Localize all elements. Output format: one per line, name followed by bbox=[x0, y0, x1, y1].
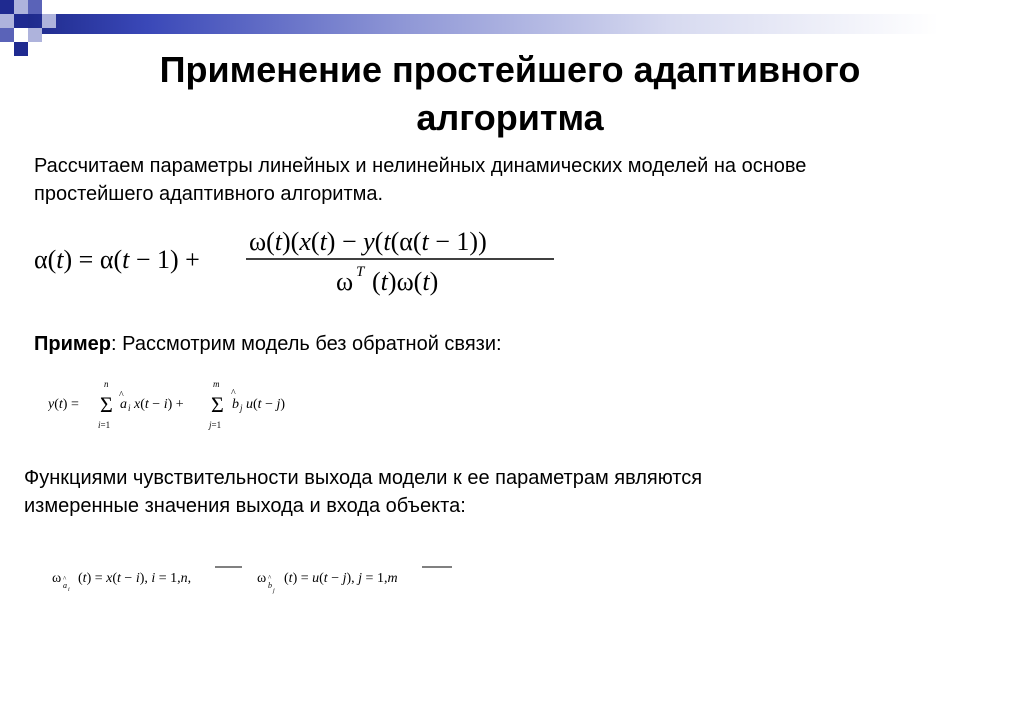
svg-text:^: ^ bbox=[268, 574, 272, 582]
intro-paragraph bbox=[34, 152, 994, 208]
svg-text:ω: ω bbox=[257, 571, 267, 586]
example-label: Пример bbox=[34, 333, 112, 355]
svg-text:T: T bbox=[356, 264, 365, 280]
deco-square bbox=[14, 42, 28, 56]
deco-square bbox=[0, 28, 14, 42]
sensitivity-formula-svg bbox=[52, 562, 472, 598]
svg-text:x(t − i) +: x(t − i) + bbox=[134, 397, 184, 412]
model-formula-svg bbox=[48, 378, 328, 432]
slide-title bbox=[60, 46, 960, 142]
slide-title-line1: Применение простейшего адаптивного bbox=[159, 49, 861, 90]
deco-square bbox=[28, 28, 42, 42]
svg-text:u(t − j): u(t − j) bbox=[246, 397, 286, 412]
svg-text:i: i bbox=[68, 587, 70, 593]
svg-text:a: a bbox=[63, 581, 67, 590]
intro-line2: простейшего адаптивного алгоритма. bbox=[34, 183, 384, 205]
adaptive-algorithm-formula bbox=[34, 220, 574, 305]
svg-text:Σ: Σ bbox=[211, 392, 224, 417]
deco-square bbox=[28, 0, 42, 14]
svg-text:α(t) = α(t − 1) +: α(t) = α(t − 1) + bbox=[34, 245, 200, 274]
svg-text:b: b bbox=[232, 397, 239, 412]
svg-text:i=1: i=1 bbox=[98, 420, 111, 430]
svg-text:(t) = u(t − j), j = 1,m: (t) = u(t − j), j = 1,m bbox=[284, 571, 398, 586]
sensitivity-paragraph bbox=[24, 464, 984, 520]
intro-line1: Рассчитаем параметры линейных и нелинейных динамических моделей на основе bbox=[34, 155, 807, 177]
header-gradient-bar bbox=[28, 14, 1018, 34]
svg-text:y(t) =: y(t) = bbox=[48, 397, 79, 412]
svg-text:Σ: Σ bbox=[100, 392, 113, 417]
svg-text:ω(t)(x(t) − y(t(α(t − 1)): ω(t)(x(t) − y(t(α(t − 1)) bbox=[249, 227, 487, 256]
svg-text:j: j bbox=[240, 403, 243, 413]
slide-title-line2: алгоритма bbox=[416, 97, 604, 138]
svg-text:a: a bbox=[120, 397, 127, 412]
svg-text:(t) = x(t − i), i = 1,n,: (t) = x(t − i), i = 1,n, bbox=[78, 571, 192, 586]
example-paragraph bbox=[34, 330, 934, 358]
example-text: : Рассмотрим модель без обратной связи: bbox=[111, 333, 502, 355]
sensitivity-line1: Функциями чувствительности выхода модели к ее параметрам являются bbox=[24, 467, 703, 489]
svg-text:j: j bbox=[273, 588, 275, 594]
model-formula bbox=[48, 378, 328, 437]
deco-square bbox=[14, 0, 28, 14]
sensitivity-line2: измеренные значения выхода и входа объекта: bbox=[24, 495, 466, 517]
deco-square bbox=[0, 14, 14, 28]
sensitivity-formula bbox=[52, 562, 472, 603]
deco-square bbox=[42, 14, 56, 28]
svg-text:n: n bbox=[104, 379, 109, 389]
svg-text:b: b bbox=[268, 581, 272, 590]
svg-text:j=1: j=1 bbox=[209, 420, 222, 430]
svg-text:(t)ω(t): (t)ω(t) bbox=[372, 267, 439, 296]
svg-text:m: m bbox=[213, 379, 220, 389]
svg-text:^: ^ bbox=[63, 575, 67, 583]
svg-text:i: i bbox=[128, 403, 131, 413]
adaptive-formula-svg bbox=[34, 220, 574, 300]
svg-text:ω: ω bbox=[336, 267, 354, 296]
deco-square bbox=[14, 14, 28, 28]
deco-square bbox=[0, 0, 14, 14]
svg-text:^: ^ bbox=[231, 388, 236, 399]
svg-text:ω: ω bbox=[52, 571, 62, 586]
svg-text:^: ^ bbox=[119, 390, 124, 401]
